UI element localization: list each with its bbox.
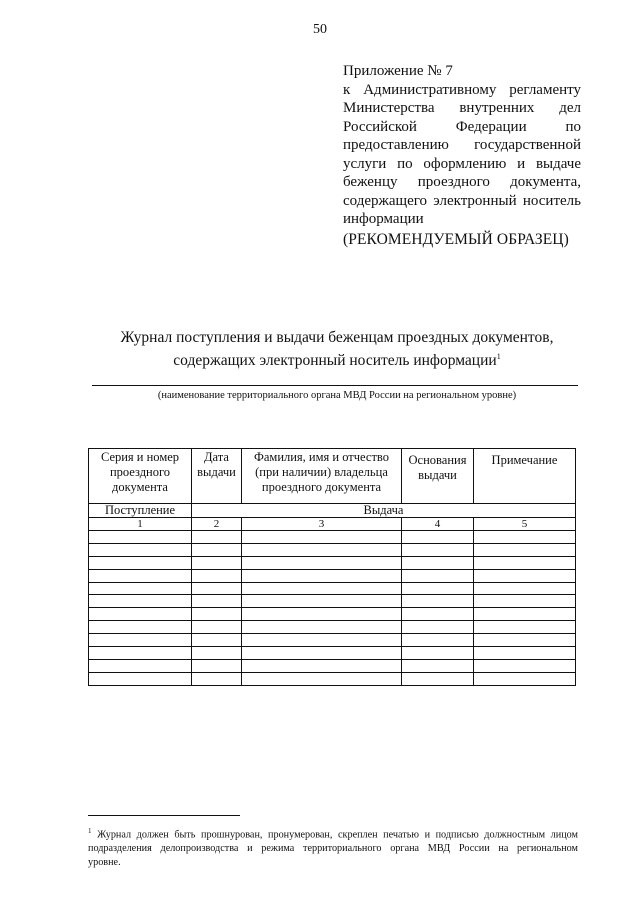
column-number: 1: [89, 518, 192, 531]
journal-title-line-2-text: содержащих электронный носитель информации: [173, 352, 497, 370]
section-issue: Выдача: [192, 504, 576, 518]
sample-label: (РЕКОМЕНДУЕМЫЙ ОБРАЗЕЦ): [343, 231, 569, 248]
table-cell: [474, 569, 576, 582]
table-cell: [89, 659, 192, 672]
column-number: 2: [192, 518, 242, 531]
table-cell: [242, 569, 402, 582]
table-cell: [192, 608, 242, 621]
appendix-line: Министерства внутренних дел: [343, 100, 581, 116]
table-cell: [192, 531, 242, 544]
table-cell: [474, 672, 576, 685]
footnote-separator: [88, 815, 240, 816]
header-holder-name: Фамилия, имя и отчество (при наличии) владельца проездного документа: [242, 449, 402, 504]
table-cell: [192, 621, 242, 634]
table-column-numbers-row: [89, 518, 576, 531]
footnote-reference: 1: [496, 352, 501, 361]
table-cell: [474, 595, 576, 608]
table-cell: [242, 647, 402, 660]
table-row: [89, 647, 576, 660]
table-cell: [192, 556, 242, 569]
appendix-line: к Административному регламенту: [343, 81, 581, 98]
table-row: [89, 659, 576, 672]
table-cell: [242, 556, 402, 569]
footnote-line-3: уровне.: [88, 857, 121, 869]
table-cell: [89, 595, 192, 608]
header-document-number: Серия и номер проездного документа: [89, 449, 192, 504]
table-row: [89, 595, 576, 608]
table-cell: [402, 672, 474, 685]
journal-title-line-1: Журнал поступления и выдачи беженцам проездных документов,: [120, 329, 554, 346]
footnote-line-1-text: Журнал должен быть прошнурован, пронумерован, скреплен печатью и подписью должностным лицом: [97, 829, 579, 841]
table-cell: [242, 531, 402, 544]
table-cell: [89, 621, 192, 634]
table-cell: [192, 672, 242, 685]
table-cell: [89, 556, 192, 569]
org-name-caption: (наименование территориального органа МВД России на региональном уровне): [157, 390, 517, 401]
table-cell: [192, 569, 242, 582]
table-cell: [89, 634, 192, 647]
table-cell: [89, 672, 192, 685]
appendix-line: предоставлению государственной: [343, 137, 581, 153]
table-row: [89, 582, 576, 595]
table-row: [89, 556, 576, 569]
table-cell: [474, 621, 576, 634]
table-cell: [192, 634, 242, 647]
table-cell: [89, 569, 192, 582]
header-issue-date: Дата выдачи: [192, 449, 242, 504]
table-cell: [192, 595, 242, 608]
table-cell: [402, 556, 474, 569]
table-row: [89, 621, 576, 634]
table-section-row: [89, 504, 576, 518]
table-cell: [402, 621, 474, 634]
table-cell: [242, 621, 402, 634]
table-cell: [474, 543, 576, 556]
table-cell: [192, 647, 242, 660]
table-row: [89, 634, 576, 647]
table-row: [89, 608, 576, 621]
journal-table: [88, 448, 576, 686]
table-cell: [402, 543, 474, 556]
table-cell: [474, 634, 576, 647]
column-number: 3: [242, 518, 402, 531]
table-cell: [242, 543, 402, 556]
journal-title-line-2: [0, 347, 640, 370]
table-cell: [402, 634, 474, 647]
column-number: 5: [474, 518, 576, 531]
appendix-line: информации: [343, 211, 424, 227]
table-cell: [402, 659, 474, 672]
appendix-line: услуги по оформлению и выдаче: [343, 155, 581, 172]
appendix-line: Российской Федерации по: [343, 118, 581, 135]
table-cell: [192, 543, 242, 556]
table-cell: [474, 582, 576, 595]
footnote-mark: 1: [88, 827, 92, 835]
table-cell: [474, 647, 576, 660]
table-cell: [242, 582, 402, 595]
footnote: [88, 824, 578, 870]
table-cell: [242, 608, 402, 621]
table-cell: [474, 659, 576, 672]
footnote-line-1: [88, 824, 578, 842]
header-issue-grounds: Основания выдачи: [402, 449, 474, 504]
journal-title: [0, 328, 640, 370]
table-cell: [192, 582, 242, 595]
table-cell: [89, 543, 192, 556]
table-cell: [89, 647, 192, 660]
table-cell: [474, 556, 576, 569]
appendix-title: Приложение № 7: [343, 63, 453, 79]
table-cell: [242, 672, 402, 685]
table-cell: [402, 582, 474, 595]
table-cell: [242, 634, 402, 647]
table-cell: [474, 531, 576, 544]
table-cell: [89, 531, 192, 544]
table-row: [89, 672, 576, 685]
header-note: Примечание: [474, 449, 576, 504]
table-header-row: [89, 449, 576, 504]
table-row: [89, 543, 576, 556]
column-number: 4: [402, 518, 474, 531]
table-cell: [89, 608, 192, 621]
table-cell: [192, 659, 242, 672]
table-row: [89, 531, 576, 544]
org-name-line: [92, 385, 578, 386]
table-cell: [242, 595, 402, 608]
table-cell: [402, 595, 474, 608]
section-receipt: Поступление: [89, 504, 192, 518]
table-cell: [474, 608, 576, 621]
appendix-line: беженцу проездного документа,: [343, 174, 581, 190]
table-cell: [402, 531, 474, 544]
table-cell: [402, 647, 474, 660]
table-cell: [402, 569, 474, 582]
page-number: 50: [313, 22, 327, 37]
table-cell: [402, 608, 474, 621]
footnote-line-2: подразделения делопроизводства и режима территориального органа МВД России на региональном: [88, 843, 578, 855]
table-row: [89, 569, 576, 582]
table-cell: [242, 659, 402, 672]
appendix-line: содержащего электронный носитель: [343, 192, 581, 209]
table-cell: [89, 582, 192, 595]
appendix-block: [343, 62, 581, 229]
